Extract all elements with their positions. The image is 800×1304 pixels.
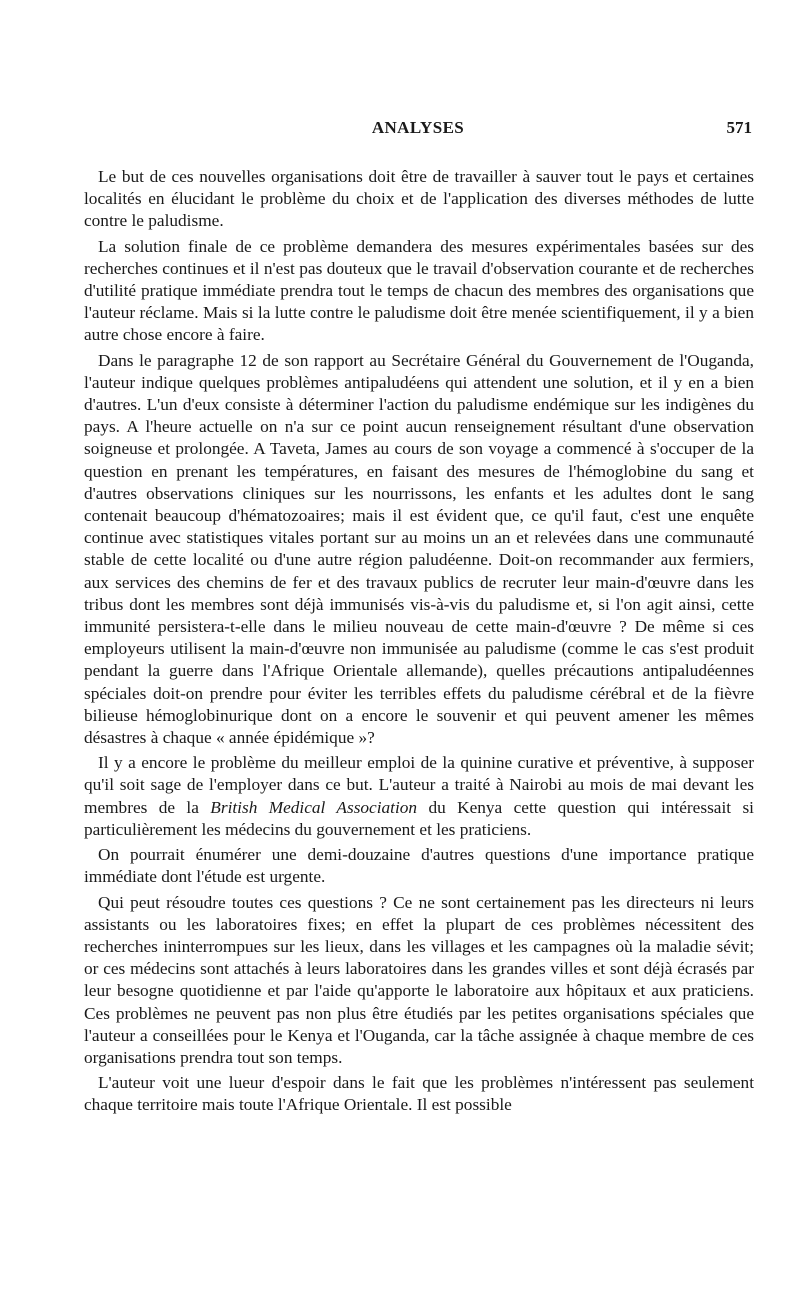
paragraph-6: Qui peut résoudre toutes ces questions ? Ce ne sont certainement pas les directeurs ni leurs assistants ou les laboratoires fixes; en effet la plupart de ces problèmes nécessitent des recherches ininterrompues sur les lieux, dans les villages et les campagnes où la maladie sévit; or ces médecins sont attachés à leurs laboratoires dans les grandes villes et sont déjà écrasés par leur besogne quotidienne et par l'aide qu'apporte le laboratoire aux hôpitaux et aux praticiens. Ces problèmes ne peuvent pas non plus être étudiés par les petites organisations spéciales que l'auteur a conseillées pour le Kenya et l'Ouganda, car la tâche assignée à chaque membre de ces organisations prendra tout son temps. bbox=[84, 892, 754, 1067]
paragraph-4-text-before: Il y a encore le problème du meilleur emploi de la quinine curative et préventive, à supposer qu'il soit sage de l'employer dans ce but. L'auteur a traité à Nairobi au mois de mai devant les membres de la bbox=[84, 753, 754, 817]
running-head bbox=[84, 118, 752, 142]
paragraph-5: On pourrait énumérer une demi-douzaine d'autres questions d'une importance pratique immédiate dont l'étude est urgente. bbox=[84, 845, 754, 887]
body-text bbox=[84, 166, 754, 1120]
paragraph-4 bbox=[84, 752, 754, 841]
paragraph-4-text-after: du Kenya cette question qui intéressait si particulièrement les médecins du gouvernement et les praticiens. bbox=[84, 797, 754, 839]
paragraph-7: L'auteur voit une lueur d'espoir dans le fait que les problèmes n'intéressent pas seulement chaque territoire mais toute l'Afrique Orientale. Il est possible bbox=[84, 1073, 754, 1115]
association-name: British Medical Association bbox=[210, 797, 418, 817]
running-title: ANALYSES bbox=[371, 118, 465, 137]
paragraph-2: La solution finale de ce problème demandera des mesures expérimentales basées sur des recherches continues et il n'est pas douteux que le travail d'observation courante et de recherches d'utilité pratique immédiate prendra tout le temps de chacun des membres des organisations que l'auteur réclame. Mais si la lutte contre le paludisme doit être menée scientifiquement, il y a bien autre chose encore à faire. bbox=[84, 236, 754, 345]
paragraph-1: Le but de ces nouvelles organisations doit être de travailler à sauver tout le pays et certaines localités en élucidant le problème du choix et de l'application des diverses méthodes de lutte contre le paludisme. bbox=[84, 167, 754, 231]
page-number: 571 bbox=[726, 118, 752, 137]
paragraph-3: Dans le paragraphe 12 de son rapport au Secrétaire Général du Gouvernement de l'Ouganda, l'auteur indique quelques problèmes antipaludéens qui attendent une solution, et il y en a bien d'autres. L'un d'eux consiste à déterminer l'action du paludisme endémique sur les indigènes du pays. A l'heure actuelle on n'a sur ce point aucun renseignement résultant d'une observation soigneuse et prolongée. A Taveta, James au cours de son voyage a commencé à s'occuper de la question en prenant les températures, en faisant des mesures de l'hémoglobine du sang et d'autres observations cliniques sur les nourrissons, les enfants et les adultes dont le sang contenait beaucoup d'hématozoaires; mais il est évident que, ce qu'il faut, c'est une enquête continue avec statistiques vitales portant sur au moins un an et relevées dans une communauté stable de cette localité ou d'une autre région paludéenne. Doit-on recommander aux fermiers, aux services des chemins de fer et des travaux publics de recruter leur main-d'œuvre dans les tribus dont les membres sont déjà immunisés vis-à-vis du paludisme et, si l'on agit ainsi, cette immunité persistera-t-elle dans le milieu nouveau de cette main-d'œuvre ? De même si ces employeurs utilisent la main-d'œuvre non immunisée au paludisme (comme le cas s'est produit pendant la guerre dans l'Afrique Orientale allemande), quelles précautions antipaludéennes spéciales doit-on prendre pour éviter les terribles effets du paludisme cérébral et de la fièvre bilieuse hémoglobinurique dont on a encore le souvenir et qui peuvent amener les mêmes désastres à chaque « année épidémique »? bbox=[84, 350, 754, 748]
